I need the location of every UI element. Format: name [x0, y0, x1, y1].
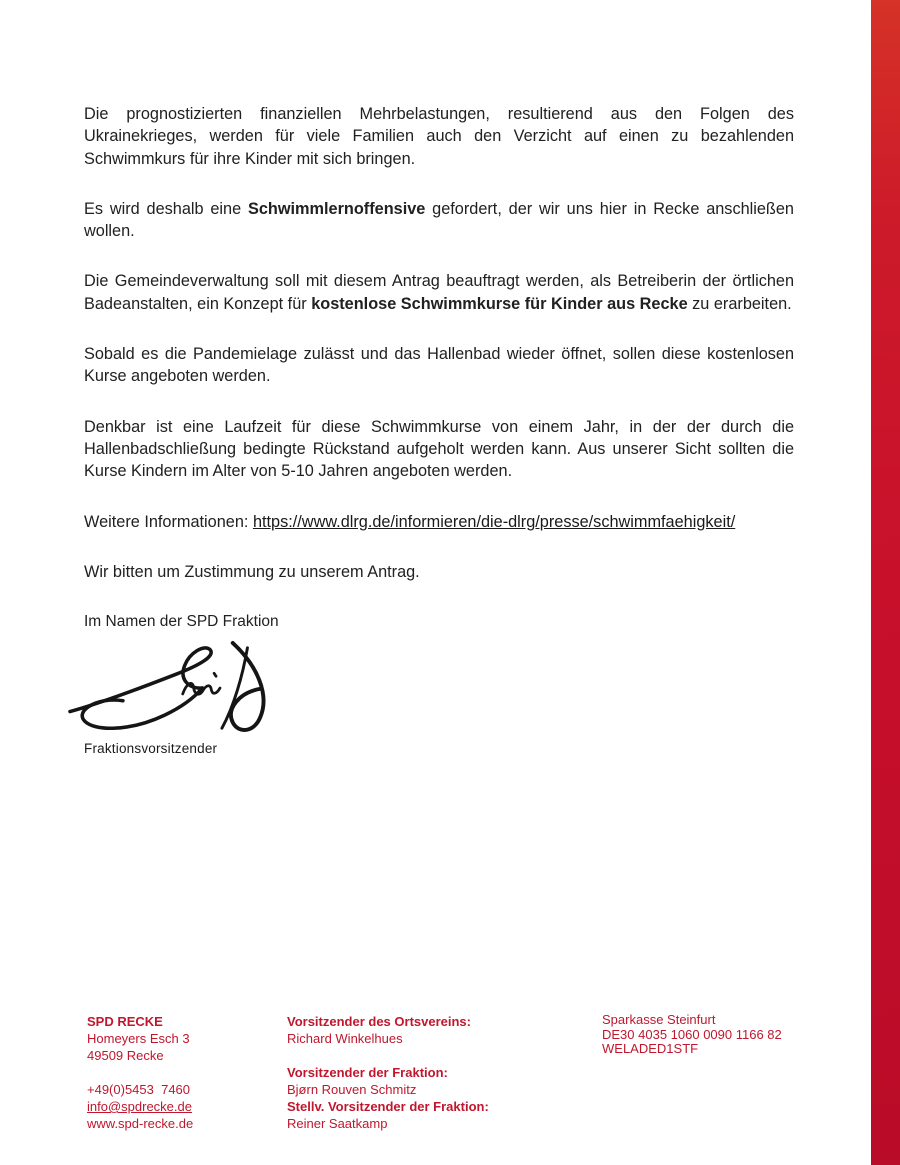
bank-iban: DE30 4035 1060 0090 1166 82: [602, 1026, 782, 1042]
paragraph-financial-burden: Die prognostizierten finanziellen Mehrbelastungen, resultierend aus den Folgen des Ukrainekrieges, werden für viele Familien auch den Verzicht auf einen zu bezahlenden Schwimmkurs für ihre Kinder mit sich bringen.: [84, 105, 794, 168]
paragraph-text: Es wird deshalb eine: [84, 199, 248, 218]
paragraph-laufzeit: Denkbar ist eine Laufzeit für diese Schwimmkurse von einem Jahr, in der der durch die Hallenbadschließung bedingte Rückstand aufgeholt werden kann. Aus unserer Sicht sollten die Kurse Kindern im Alter von 5-10 Jahren angeboten werden.: [84, 417, 794, 481]
org-street: Homeyers Esch 3: [87, 1031, 190, 1046]
signature-image: [66, 639, 272, 739]
bold-schwimmlernoffensive: Schwimmlernoffensive: [247, 199, 426, 218]
paragraph-text: gefordert, der wir uns hier in Recke anschließen wollen.: [84, 199, 794, 241]
paragraph-schwimmlernoffensive: [84, 198, 794, 243]
paragraph-zustimmung: Wir bitten um Zustimmung zu unserem Antrag.: [84, 562, 420, 581]
footer-bank-column: [602, 1013, 782, 1057]
spacer: [287, 1047, 489, 1064]
closing-spd-fraktion: Im Namen der SPD Fraktion: [84, 613, 279, 631]
paragraph-weitere-informationen: [84, 511, 794, 533]
paragraph-text: zu erarbeiten.: [687, 294, 792, 313]
stellv-name: Reiner Saatkamp: [287, 1116, 388, 1131]
org-website: www.spd-recke.de: [87, 1116, 194, 1131]
bank-name: Sparkasse Steinfurt: [602, 1012, 716, 1027]
org-email-link[interactable]: info@spdrecke.de: [87, 1099, 192, 1114]
org-city: 49509 Recke: [87, 1048, 164, 1063]
spacer: [87, 1064, 193, 1081]
ortsverein-label: Vorsitzender des Ortsvereins:: [287, 1014, 471, 1029]
org-name: SPD RECKE: [87, 1014, 163, 1029]
signature-caption: Fraktionsvorsitzender: [84, 741, 218, 757]
stellv-label: Stellv. Vorsitzender der Fraktion:: [287, 1099, 489, 1114]
letter-body: [84, 103, 794, 756]
bold-kostenlose-schwimmkurse: kostenlose Schwimmkurse für Kinder aus Recke: [311, 294, 688, 313]
paragraph-gemeindeverwaltung: [84, 270, 794, 315]
page-accent-bar: [871, 0, 900, 1165]
org-phone: +49(0)5453 7460: [87, 1082, 191, 1097]
footer-org-column: [87, 1013, 193, 1132]
handwritten-signature-icon: [66, 639, 272, 739]
dlrg-link[interactable]: https://www.dlrg.de/informieren/die-dlrg/presse/schwimmfaehigkeit/: [252, 512, 736, 531]
bank-bic: WELADED1STF: [602, 1041, 699, 1056]
paragraph-text: Die Gemeindeverwaltung soll mit diesem Antrag beauftragt werden, als Betreiberin der örtlichen Badeanstalten, ein Konzept für: [84, 272, 794, 313]
footer-officials-column: [287, 1013, 489, 1132]
info-label: Weitere Informationen:: [84, 512, 253, 531]
ortsverein-name: Richard Winkelhues: [287, 1031, 403, 1046]
fraktion-label: Vorsitzender der Fraktion:: [287, 1065, 448, 1080]
paragraph-pandemielage: Sobald es die Pandemielage zulässt und das Hallenbad wieder öffnet, sollen diese kostenlosen Kurse angeboten werden.: [84, 345, 794, 386]
fraktion-name: Bjørn Rouven Schmitz: [287, 1082, 417, 1097]
